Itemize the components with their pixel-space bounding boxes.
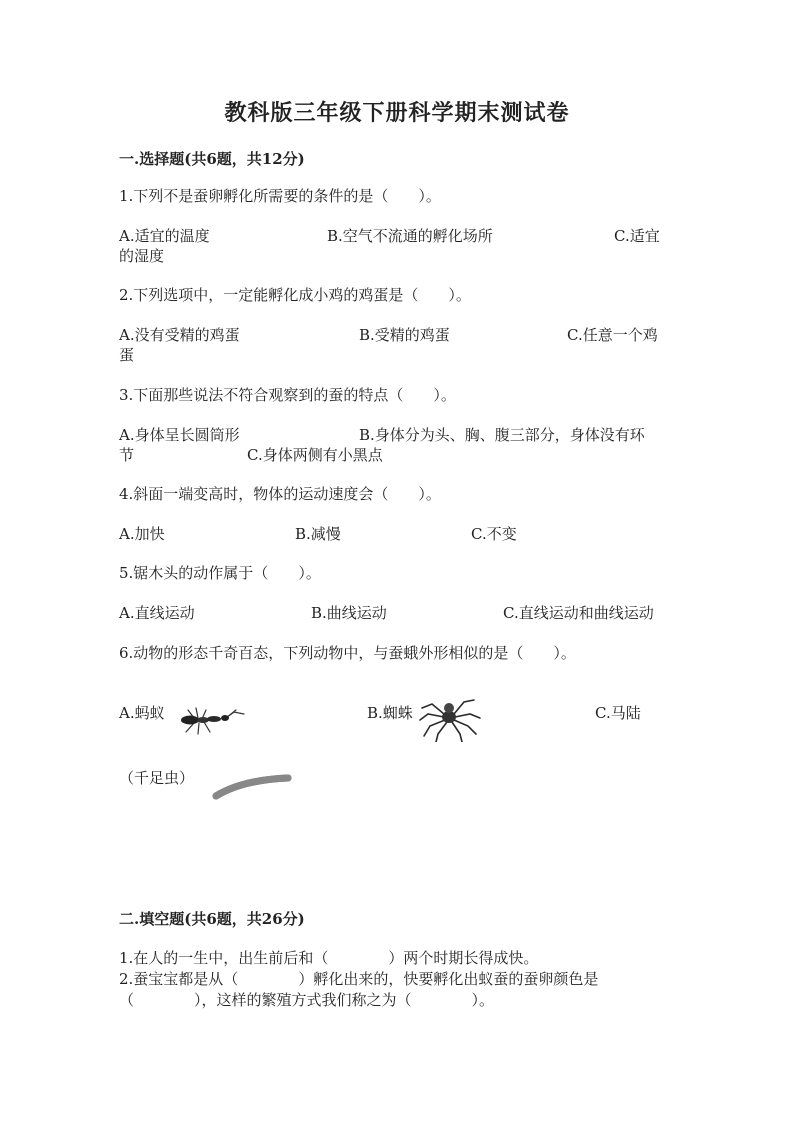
- question-5-stem: 5.锯木头的动作属于（ ）。: [119, 564, 321, 582]
- question-1-option-c-continued: 的湿度: [119, 247, 165, 265]
- question-6-option-b: B.蜘蛛: [367, 704, 413, 722]
- fill-question-2-line-2: （ ），这样的繁殖方式我们称之为（ ）。: [119, 991, 495, 1009]
- question-4-option-a: A.加快: [119, 525, 165, 543]
- question-2-option-b: B.受精的鸡蛋: [359, 326, 450, 344]
- page-title: 教科版三年级下册科学期末测试卷: [224, 100, 570, 126]
- question-4-stem: 4.斜面一端变高时，物体的运动速度会（ ）。: [119, 485, 441, 503]
- question-1-option-c: C.适宜: [614, 227, 660, 245]
- question-2-stem: 2.下列选项中，一定能孵化成小鸡的鸡蛋是（ ）。: [119, 286, 471, 304]
- question-1-stem: 1.下列不是蚕卵孵化所需要的条件的是（ ）。: [119, 187, 441, 205]
- question-3-option-a: A.身体呈长圆筒形: [119, 426, 240, 444]
- question-5-option-c: C.直线运动和曲线运动: [503, 604, 654, 622]
- question-3-option-c: C.身体两侧有小黑点: [247, 446, 383, 464]
- question-3-stem: 3.下面那些说法不符合观察到的蚕的特点（ ）。: [119, 386, 456, 404]
- question-1-option-a: A.适宜的温度: [119, 227, 210, 245]
- section-heading-choice: 一.选择题(共6题，共12分): [119, 150, 305, 168]
- spider-image: [418, 696, 482, 742]
- section-heading-fill-blank: 二.填空题(共6题，共26分): [119, 910, 305, 928]
- question-6-option-c-continued: （千足虫）: [119, 769, 195, 787]
- millipede-image: [212, 772, 292, 802]
- question-6-option-c: C.马陆: [595, 704, 641, 722]
- question-4-option-b: B.减慢: [295, 525, 341, 543]
- question-5-option-b: B.曲线运动: [311, 604, 387, 622]
- fill-question-2-line-1: 2.蚕宝宝都是从（ ）孵化出来的，快要孵化出蚁蚕的蚕卵颜色是: [119, 970, 599, 988]
- question-3-option-b-continued: 节: [119, 446, 135, 464]
- question-1-option-b: B.空气不流通的孵化场所: [327, 227, 493, 245]
- fill-question-1: 1.在人的一生中，出生前后和（ ）两个时期长得成快。: [119, 949, 539, 967]
- question-2-option-a: A.没有受精的鸡蛋: [119, 326, 240, 344]
- question-2-option-c-continued: 蛋: [119, 346, 135, 364]
- question-2-option-c: C.任意一个鸡: [567, 326, 658, 344]
- question-6-stem: 6.动物的形态千奇百态，下列动物中，与蚕蛾外形相似的是（ ）。: [119, 644, 576, 662]
- question-4-option-c: C.不变: [471, 525, 517, 543]
- question-3-option-b: B.身体分为头、胸、腹三部分，身体没有环: [359, 426, 645, 444]
- question-5-option-a: A.直线运动: [119, 604, 195, 622]
- ant-image: [180, 704, 246, 738]
- question-6-option-a: A.蚂蚁: [119, 704, 165, 722]
